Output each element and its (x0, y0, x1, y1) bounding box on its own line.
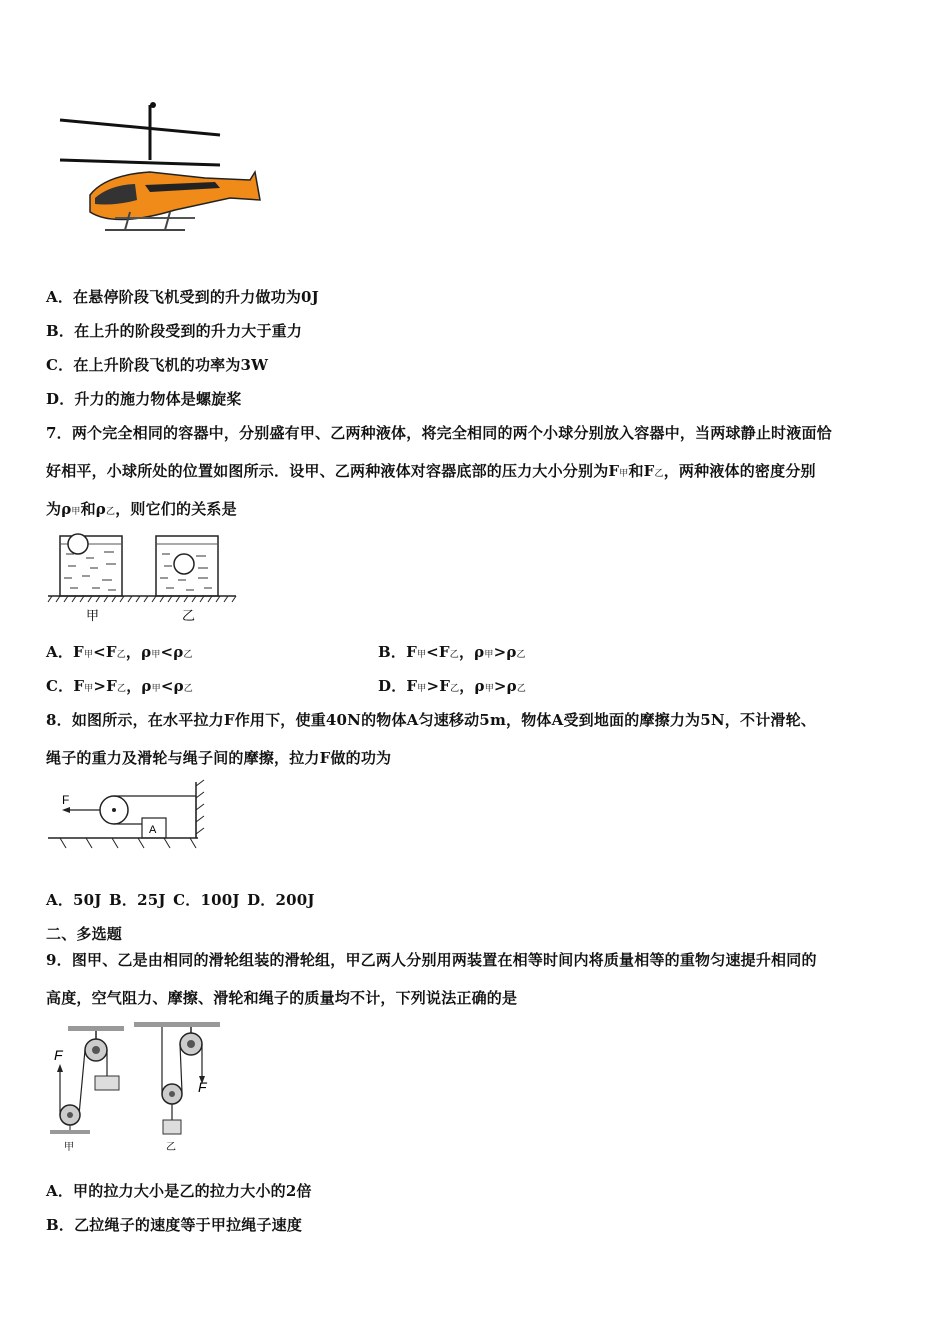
fig-label-jia: 甲 (86, 608, 100, 623)
q7-option-d: D．F甲>F乙，ρ甲>ρ乙 (378, 677, 527, 695)
q8-line-1: 8．如图所示，在水平拉力F作用下，使重40N的物体A匀速移动5m，物体A受到地面的摩擦力为5N，不计滑轮、 (46, 711, 817, 729)
q7-line-2: 好相平，小球所处的位置如图所示．设甲、乙两种液体对容器底部的压力大小分别为F甲和F乙，两种液体的密度分别 (46, 462, 816, 480)
fig-label-yi-9: 乙 (166, 1142, 176, 1153)
fig-force-1: F (54, 1047, 63, 1063)
q6-option-d: D．升力的施力物体是螺旋桨 (46, 390, 242, 408)
q7-option-b: B．F甲<F乙，ρ甲>ρ乙 (378, 643, 526, 661)
q7-line-1: 7．两个完全相同的容器中，分别盛有甲、乙两种液体，将完全相同的两个小球分别放入容器中，当两球静止时液面恰 (46, 424, 832, 442)
q6-option-b: B．在上升的阶段受到的升力大于重力 (46, 322, 303, 340)
q7-option-a: A．F甲<F乙，ρ甲<ρ乙 (46, 643, 193, 661)
helicopter-figure (55, 100, 265, 250)
q7-line-3: 为ρ甲和ρ乙，则它们的关系是 (46, 500, 237, 518)
q9-option-a: A．甲的拉力大小是乙的拉力大小的2倍 (46, 1182, 312, 1200)
q7-option-c: C．F甲>F乙，ρ甲<ρ乙 (46, 677, 193, 695)
q9-option-b: B．乙拉绳子的速度等于甲拉绳子速度 (46, 1216, 303, 1234)
pulley-systems-figure (46, 1020, 226, 1155)
fig-label-jia-9: 甲 (64, 1142, 74, 1153)
section-heading: 二、多选题 (46, 925, 123, 943)
q8-line-2: 绳子的重力及滑轮与绳子间的摩擦，拉力F做的功为 (46, 749, 392, 767)
liquid-containers-figure (46, 530, 241, 625)
q9-line-1: 9．图甲、乙是由相同的滑轮组装的滑轮组，甲乙两人分别用两装置在相等时间内将质量相等的重物匀速提升相同的 (46, 951, 817, 969)
q6-option-c: C．在上升阶段飞机的功率为3W (46, 356, 269, 374)
q9-line-2: 高度，空气阻力、摩擦、滑轮和绳子的质量均不计，下列说法正确的是 (46, 989, 518, 1007)
fig-force-2: F (198, 1079, 207, 1095)
fig-force-label: F (62, 793, 70, 807)
fig-label-yi: 乙 (182, 608, 196, 623)
q8-options: A．50J B．25J C．100J D．200J (46, 891, 315, 909)
fig-block-label: A (149, 824, 157, 836)
q6-option-a: A．在悬停阶段飞机受到的升力做功为0J (46, 288, 319, 306)
pulley-horizontal-figure (46, 778, 216, 858)
